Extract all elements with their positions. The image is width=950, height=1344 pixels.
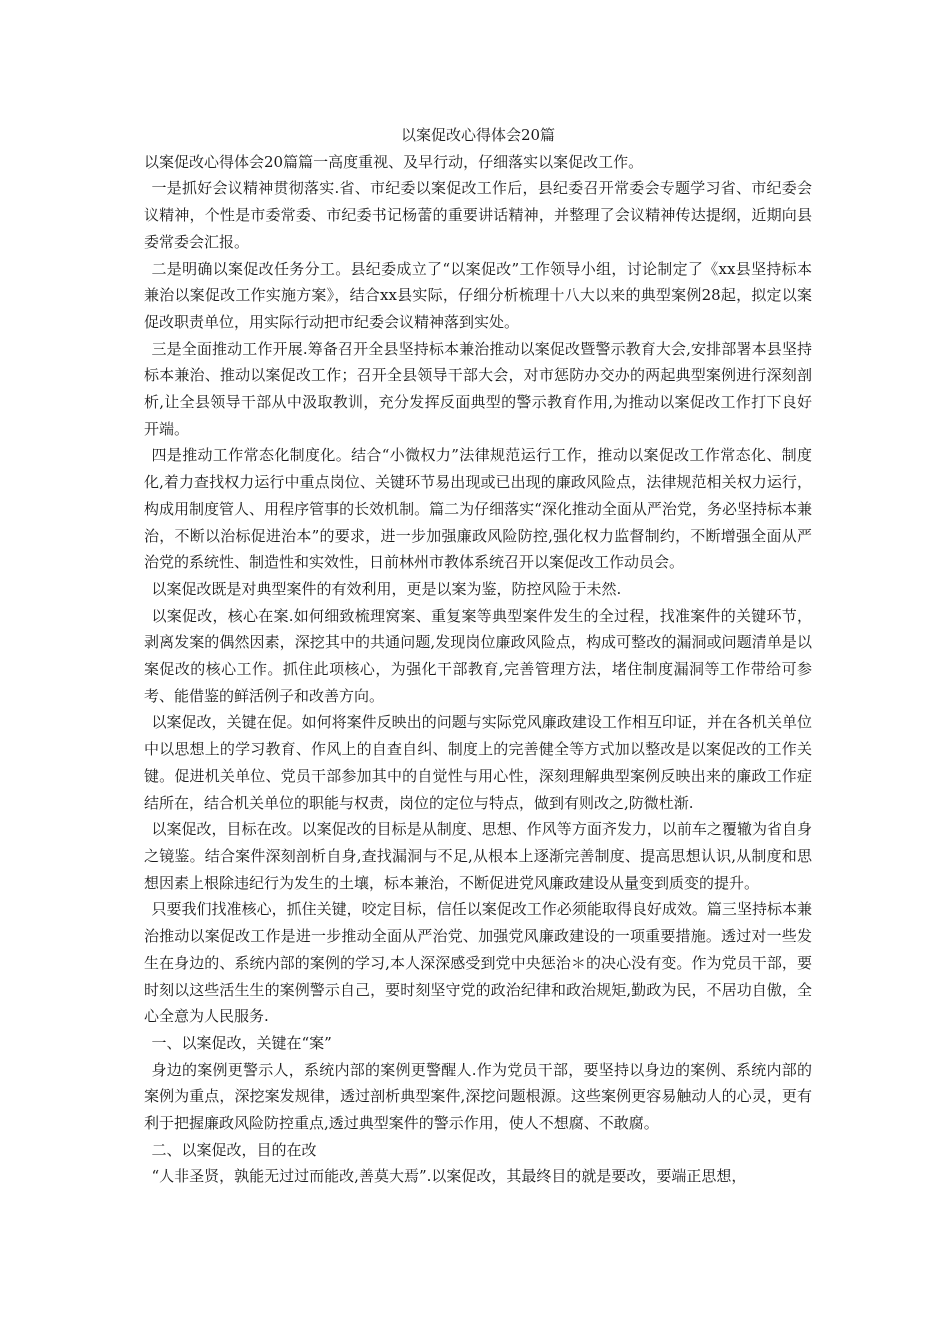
paragraph-conclusion-part-three: 只要我们找准核心，抓住关键，咬定目标，信任以案促改工作必须能取得良好成效。篇三坚持标本兼治推动以案促改工作是进一步推动全面从严治党、加强党风廉政建设的一项重要措施。透过对一些发生在身边的、系统内部的案例的学习,本人深深感受到党中央惩治＊的决心没有变。作为党员干部，要时刻以这些活生生的案例警示自己，要时刻坚守党的政治纪律和政治规矩,勤政为民，不居功自傲，全心全意为人民服务. [144,900,812,1026]
paragraph-intro: 以案促改心得体会20篇篇一高度重视、及早行动，仔细落实以案促改工作。 [144,152,644,171]
paragraph-point-four: 四是推动工作常态化制度化。结合“小微权力”法律规范运行工作，推动以案促改工作常态化、制度化,着力查找权力运行中重点岗位、关键环节易出现或已出现的廉政风险点，法律规范相关权力运行，构成用制度管人、用程序管事的长效机制。篇二为仔细落实“深化推动全面从严治党，务必坚持标本兼治，不断以治标促进治本”的要求，进一步加强廉政风险防控,强化权力监督制约，不断增强全面从严治党的系统性、制造性和实效性，日前林州市教体系统召开以案促改工作动员会。 [144,446,812,572]
paragraph-case-use: 以案促改既是对典型案件的有效利用，更是以案为鉴，防控风险于未然. [151,579,622,598]
paragraph-section-one: 身边的案例更警示人，系统内部的案例更警醒人.作为党员干部，要坚持以身边的案例、系统内部的案例为重点，深挖案发规律，透过剖析典型案件,深挖问题根源。这些案例更容易触动人的心灵，更有利于把握廉政风险防控重点,透过典型案件的警示作用，使人不想腐、不敢腐。 [144,1060,812,1133]
document-body [144,122,812,1190]
paragraph-point-two: 二是明确以案促改任务分工。县纪委成立了“以案促改”工作领导小组，讨论制定了《xx县坚持标本兼治以案促改工作实施方案》，结合xx县实际，仔细分析梳理十八大以来的典型案例28起，拟定以案促改职责单位，用实际行动把市纪委会议精神落到实处。 [144,259,812,331]
paragraph-point-three: 三是全面推动工作开展.筹备召开全县坚持标本兼治推动以案促改暨警示教育大会,安排部署本县坚持标本兼治、推动以案促改工作；召开全县领导干部大会，对市惩防办交办的两起典型案例进行深刻剖析,让全县领导干部从中汲取教训，充分发挥反面典型的警示教育作用,为推动以案促改工作打下良好开端。 [144,339,812,438]
paragraph-section-two: “人非圣贤，孰能无过过而能改,善莫大焉”.以案促改，其最终目的就是要改，要端正思想， [151,1167,747,1186]
heading-section-one: 一、以案促改，关键在“案” [151,1033,332,1052]
paragraph-goal-reform: 以案促改，目标在改。以案促改的目标是从制度、思想、作风等方面齐发力，以前车之覆辙为省自身之镜鉴。结合案件深刻剖析自身,查找漏洞与不足,从根本上逐渐完善制度、提高思想认识,从制度和思想因素上根除违纪行为发生的土壤，标本兼治，不断促进党风廉政建设从量变到质变的提升。 [144,820,812,892]
document-title: 以案促改心得体会20篇 [400,126,556,144]
heading-section-two: 二、以案促改，目的在改 [151,1140,317,1159]
paragraph-core-case: 以案促改，核心在案.如何细致梳理窝案、重复案等典型案件发生的全过程，找准案件的关键环节，剥离发案的偶然因素，深挖其中的共通问题,发现岗位廉政风险点，构成可整改的漏洞或问题清单是以案促改的核心工作。抓住此项核心，为强化干部教育,完善管理方法，堵住制度漏洞等工作带给可参考、能借鉴的鲜活例子和改善方向。 [144,606,812,705]
paragraph-point-one: 一是抓好会议精神贯彻落实.省、市纪委以案促改工作后，县纪委召开常委会专题学习省、市纪委会议精神，个性是市委常委、市纪委书记杨蕾的重要讲话精神，并整理了会议精神传达提纲，近期向县委常委会汇报。 [144,179,812,251]
paragraph-key-promote: 以案促改，关键在促。如何将案件反映出的问题与实际党风廉政建设工作相互印证，并在各机关单位中以思想上的学习教育、作风上的自查自纠、制度上的完善健全等方式加以整改是以案促改的工作关键。促进机关单位、党员干部参加其中的自觉性与用心性，深刻理解典型案例反映出来的廉政工作症结所在，结合机关单位的职能与权责，岗位的定位与特点，做到有则改之,防微杜渐. [144,713,812,812]
